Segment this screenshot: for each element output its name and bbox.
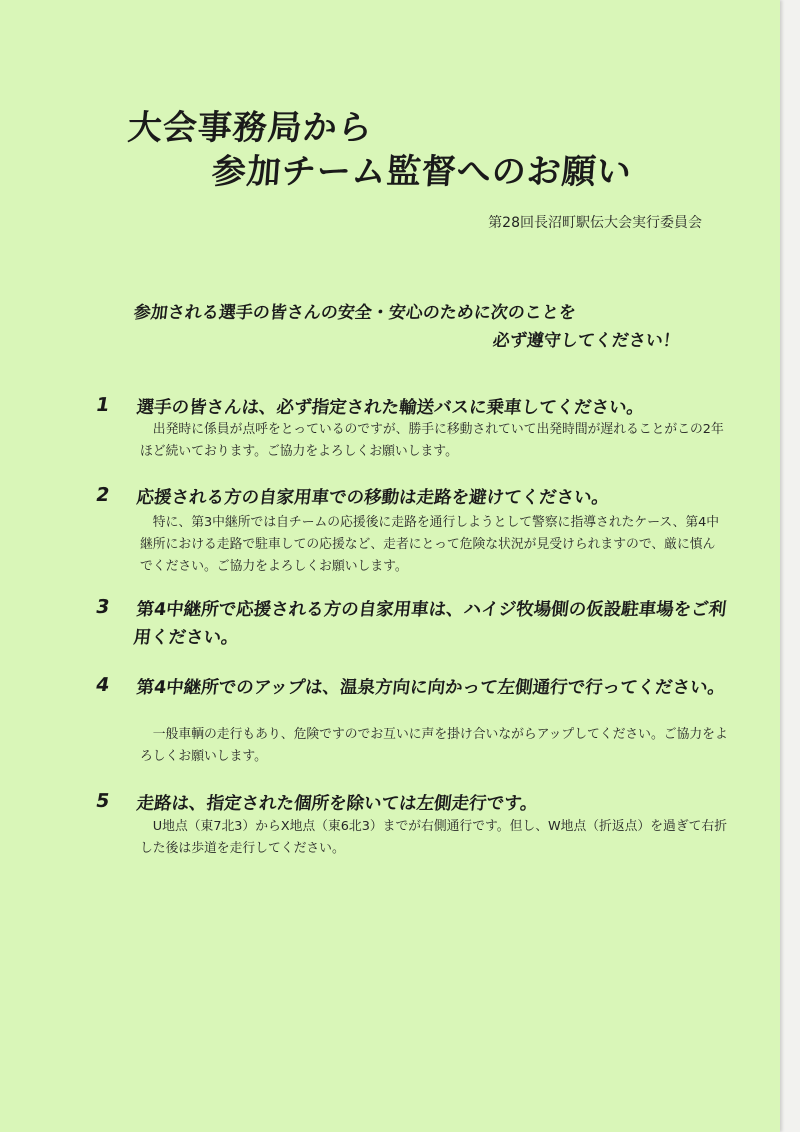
organizer: 第28回長沼町駅伝大会実行委員会 bbox=[488, 215, 702, 231]
lead-line-2: 必ず遵守してください！ bbox=[491, 331, 681, 351]
item-heading: 走路は、指定された個所を除いては左側走行です。 bbox=[135, 794, 539, 814]
item-body: 特に、第3中継所では自チームの応援後に走路を通行しようとして警察に指導されたケース、第4中継所における走路で駐車しての応援など、走者にとって危険な状況が見受けられますので、厳に慎んでください。ご協力をよろしくお願いします。 bbox=[140, 515, 720, 574]
item-number: 4 bbox=[94, 674, 112, 696]
lead-line-1: 参加される選手の皆さんの安全・安心のために次のことを bbox=[132, 303, 577, 323]
item-heading: 応援される方の自家用車での移動は走路を避けてください。 bbox=[135, 488, 611, 508]
title-line-1: 大会事務局から bbox=[126, 108, 375, 148]
item-body: 一般車輌の走行もあり、危険ですのでお互いに声を掛け合いながらアップしてください。ご協力をよろしくお願いします。 bbox=[140, 727, 728, 764]
item-heading: 選手の皆さんは、必ず指定された輸送バスに乗車してください。 bbox=[135, 398, 646, 418]
title-line-2: 参加チーム監督へのお願い bbox=[210, 152, 634, 192]
item-body: 出発時に係員が点呼をとっているのですが、勝手に移動されていて出発時間が遅れることがこの2年ほど続いております。ご協力をよろしくお願いします。 bbox=[140, 422, 724, 459]
item-body: U地点（東7北3）からX地点（東6北3）までが右側通行です。但し、W地点（折返点）を過ぎて右折した後は歩道を走行してください。 bbox=[140, 819, 728, 856]
item-number: 5 bbox=[94, 790, 112, 812]
item-heading: 第4中継所で応援される方の自家用車は、ハイジ牧場側の仮設駐車場をご利用ください。 bbox=[132, 600, 728, 648]
item-number: 3 bbox=[94, 596, 112, 618]
item-number: 2 bbox=[94, 484, 112, 506]
item-number: 1 bbox=[94, 394, 112, 416]
item-heading: 第4中継所でのアップは、温泉方向に向かって左側通行で行ってください。 bbox=[135, 678, 727, 698]
